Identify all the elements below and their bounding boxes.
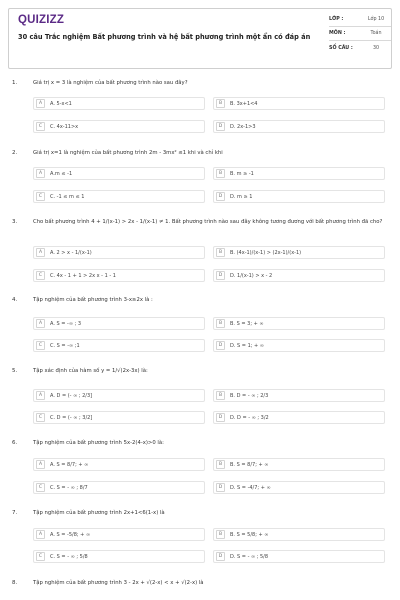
option-letter: B [216,319,225,328]
question-text: Tập nghiệm của bất phương trình 3-x≥2x là : [33,297,153,303]
option-a[interactable] [33,389,205,402]
option-d[interactable] [213,550,385,563]
option-c[interactable] [33,269,205,282]
question-text: Cho bất phương trình 4 + 1/(x-1) > 2x - 1/(x-1) ≠ 1. Bất phương trình nào sau đây không tương đương với bất phương trình đã cho? [33,219,383,225]
question-number: 5. [12,368,18,374]
meta-key: MÔN : [329,31,346,36]
option-text: B. D = - ∞ ; 2/3 [230,392,269,399]
option-text: D. 2x-1>3 [230,123,256,130]
option-letter: A [36,391,45,400]
option-letter: C [36,483,45,492]
meta-value: 30 [372,45,380,51]
meta-value: Toán [370,31,382,36]
option-text: D. S = 1; + ∞ [230,342,264,349]
option-letter: A [36,99,45,108]
question-number: 8. [12,580,18,586]
option-b[interactable] [213,167,385,180]
option-text: A. 2 > x - 1/(x-1) [50,249,92,256]
question-number: 6. [12,440,18,446]
option-letter: A [36,319,45,328]
option-d[interactable] [213,269,385,282]
option-text: C. 4x - 1 + 1 > 2x x - 1 - 1 [50,272,116,279]
option-text: C. 4x-11>x [50,123,79,130]
page-title: 30 câu Trắc nghiệm Bất phương trình và hệ bất phương trình một ẩn có đáp án [18,33,311,41]
option-letter: B [216,99,225,108]
option-text: A. D = (- ∞ ; 2/3] [50,392,93,399]
option-a[interactable] [33,458,205,471]
option-letter: B [216,391,225,400]
option-text: C. S = - ∞ ; 5/8 [50,553,88,560]
option-b[interactable] [213,317,385,330]
option-text: B. S = 3; + ∞ [230,320,264,327]
option-a[interactable] [33,528,205,541]
option-c[interactable] [33,339,205,352]
option-text: A. S = -5/8; + ∞ [50,531,91,538]
option-text: A.m ≤ -1 [50,170,73,177]
option-letter: D [216,483,225,492]
option-text: A. S = 8/7; + ∞ [50,461,89,468]
meta-key: LỚP : [329,17,344,22]
option-b[interactable] [213,246,385,259]
option-b[interactable] [213,528,385,541]
option-letter: B [216,169,225,178]
option-letter: B [216,460,225,469]
meta-key: SỐ CÂU : [329,45,353,51]
option-letter: C [36,341,45,350]
option-text: D. S = - ∞ ; 5/8 [230,553,269,560]
meta-value: Lớp 10 [367,17,385,22]
option-text: A. S = -∞ ; 3 [50,320,82,327]
option-b[interactable] [213,97,385,110]
option-d[interactable] [213,411,385,424]
option-letter: A [36,530,45,539]
option-text: D. S = -4/7; + ∞ [230,484,271,491]
question-text: Giá trị x=1 là nghiệm của bất phương trình 2m - 3mx² ≤1 khi và chỉ khi [33,150,223,156]
option-a[interactable] [33,97,205,110]
option-letter: C [36,271,45,280]
question-text: Tập nghiệm của bất phương trình 3 - 2x + √(2-x) < x + √(2-x) là [33,580,204,586]
option-text: D. 1/(x-1) > x - 2 [230,272,273,279]
option-letter: D [216,413,225,422]
question-text: Tập nghiệm của bất phương trình 5x-2(4-x)>0 là: [33,440,164,446]
meta-table [329,13,391,55]
option-text: B. m ≥ -1 [230,170,254,177]
question-number: 4. [12,297,18,303]
option-letter: B [216,530,225,539]
option-letter: A [36,248,45,257]
question-number: 7. [12,510,18,516]
option-letter: D [216,192,225,201]
option-letter: C [36,192,45,201]
option-text: C. D = (- ∞ ; 3/2] [50,414,93,421]
quizizz-logo: QUIZIZZ [18,14,65,26]
option-c[interactable] [33,190,205,203]
option-text: D. D = - ∞ ; 3/2 [230,414,269,421]
option-letter: D [216,271,225,280]
option-c[interactable] [33,120,205,133]
option-d[interactable] [213,481,385,494]
option-d[interactable] [213,190,385,203]
question-number: 2. [12,150,18,156]
option-letter: B [216,248,225,257]
option-text: D. m ≥ 1 [230,193,253,200]
option-letter: D [216,341,225,350]
option-letter: C [36,552,45,561]
option-letter: C [36,122,45,131]
option-text: B. (4x-1)/(x-1) > (2x-1)/(x-1) [230,249,302,256]
option-letter: C [36,413,45,422]
option-letter: D [216,122,225,131]
option-d[interactable] [213,120,385,133]
option-text: C. -1 ≤ m ≤ 1 [50,193,85,200]
option-text: B. 3x+1<4 [230,100,258,107]
option-c[interactable] [33,550,205,563]
option-letter: A [36,169,45,178]
question-number: 1. [12,80,18,86]
option-text: B. S = 8/7; + ∞ [230,461,269,468]
option-d[interactable] [213,339,385,352]
meta-row-subject [329,27,391,41]
meta-row-count [329,41,391,55]
option-a[interactable] [33,246,205,259]
question-text: Giá trị x = 3 là nghiệm của bất phương trình nào sau đây? [33,80,188,86]
question-number: 3. [12,219,18,225]
option-b[interactable] [213,458,385,471]
option-a[interactable] [33,317,205,330]
option-b[interactable] [213,389,385,402]
option-text: C. S = - ∞ ; 8/7 [50,484,88,491]
header-box [8,8,392,69]
option-text: A. 5-x<1 [50,100,72,107]
option-text: C. S = -∞ ;1 [50,342,80,349]
question-text: Tập xác định của hàm số y = 1/√(2x-3x) là: [33,368,148,374]
option-letter: A [36,460,45,469]
question-text: Tập nghiệm của bất phương trình 2x+1<6(1-x) là [33,510,165,516]
option-c[interactable] [33,481,205,494]
option-letter: D [216,552,225,561]
option-c[interactable] [33,411,205,424]
option-text: B. S = 5/8; + ∞ [230,531,269,538]
option-a[interactable] [33,167,205,180]
meta-row-class [329,13,391,27]
